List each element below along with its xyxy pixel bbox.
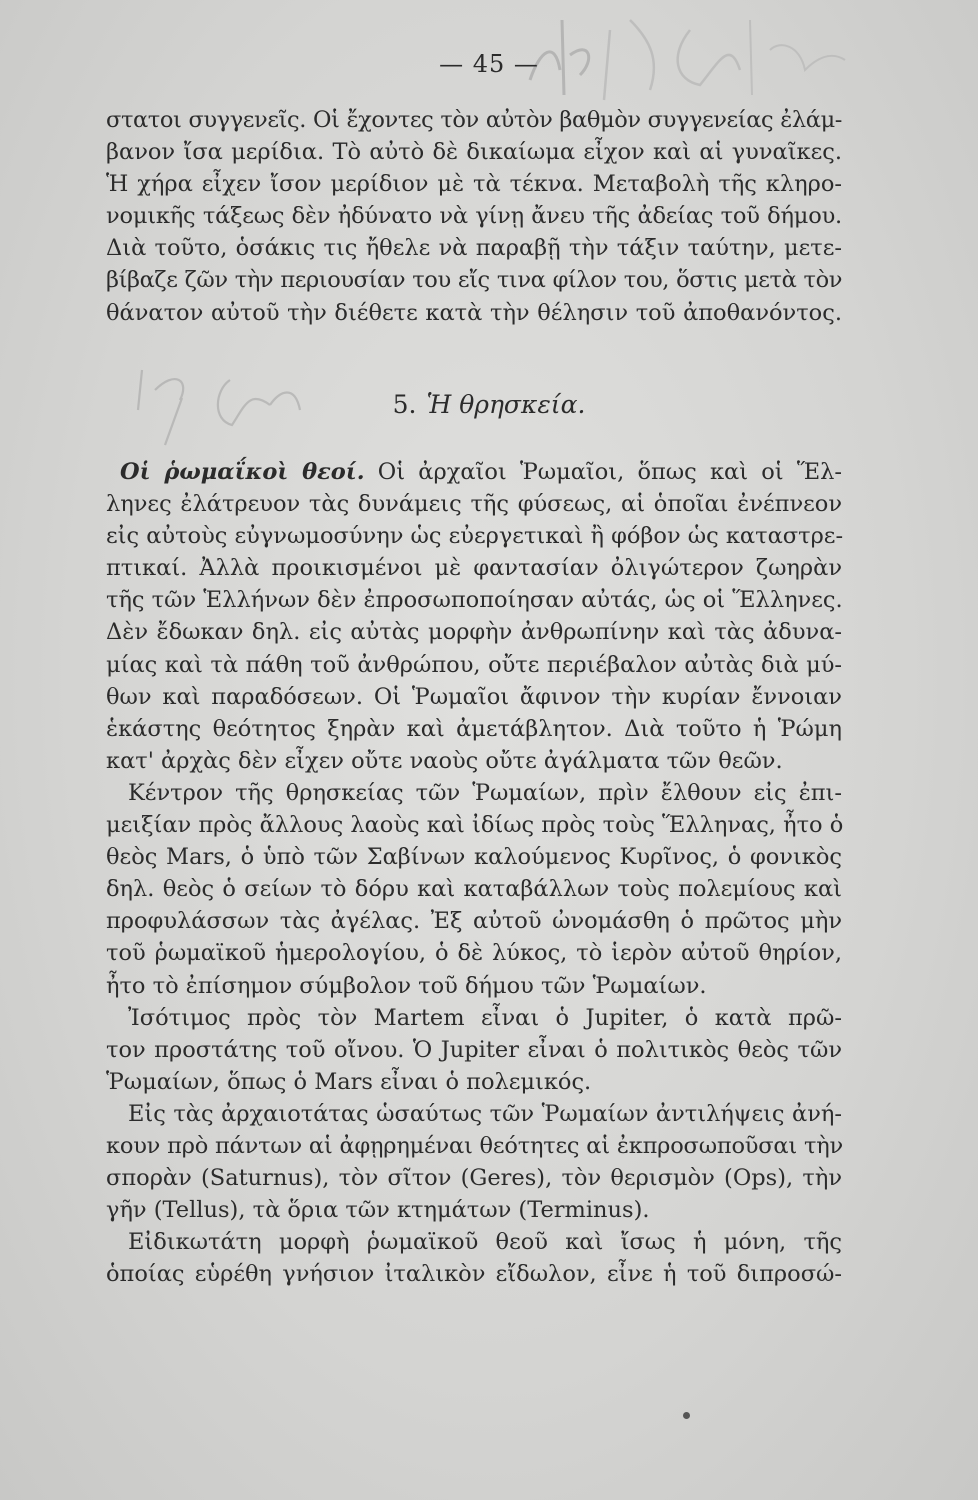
- text-line: Εἰδικωτάτη μορφὴ ῥωμαϊκοῦ θεοῦ καὶ ἴσως ἡ μόνη, τῆς: [128, 1229, 842, 1256]
- text-line: μίας καὶ τὰ πάθη τοῦ ἀνθρώπου, οὔτε περιέβαλον αὐτὰς διὰ μύ-: [106, 651, 842, 678]
- text-line: βίβαζε ζῶν τὴν περιουσίαν του εἴς τινα φίλον του, ὅστις μετὰ τὸν: [106, 267, 842, 294]
- text-line: ἑκάστης θεότητος ξηρὰν καὶ ἀμετάβλητον. Διὰ τοῦτο ἡ Ῥώμη: [106, 715, 842, 742]
- text-line-rest: Οἱ ἀρχαῖοι Ῥωμαῖοι, ὅπως καὶ οἱ Ἕλ-: [377, 459, 843, 485]
- body-text: [106, 456, 842, 1290]
- text-line: βανον ἴσα μερίδια. Τὸ αὐτὸ δὲ δικαίωμα εἶχον καὶ αἱ γυναῖκες.: [106, 139, 842, 166]
- text-line: πτικαί. Ἀλλὰ προικισμένοι μὲ φαντασίαν ὀλιγώτερον ζωηρὰν: [106, 555, 842, 582]
- text-line: Εἰς τὰς ἀρχαιοτάτας ὡσαύτως τῶν Ῥωμαίων ἀντιλήψεις ἀνή-: [128, 1100, 842, 1127]
- text-line: Διὰ τοῦτο, ὁσάκις τις ἤθελε νὰ παραβῇ τὴν τάξιν ταύτην, μετε-: [106, 235, 842, 262]
- text-line: ὁποίας εὑρέθη γνήσιον ἰταλικὸν εἴδωλον, εἶνε ἡ τοῦ διπροσώ-: [106, 1261, 842, 1288]
- text-line: γῆν (Tellus), τὰ ὅρια τῶν κτημάτων (Terminus).: [106, 1197, 650, 1224]
- text-line: στατοι συγγενεῖς. Οἱ ἔχοντες τὸν αὐτὸν βαθμὸν συγγενείας ἐλάμ-: [106, 107, 842, 133]
- text-line: μειξίαν πρὸς ἄλλους λαοὺς καὶ ἰδίως πρὸς τοὺς Ἕλληνας, ἦτο ὁ: [106, 812, 844, 839]
- text-line: δηλ. θεὸς ὁ σείων τὸ δόρυ καὶ καταβάλλων τοὺς πολεμίους καὶ: [106, 876, 842, 903]
- section-number: 5.: [392, 390, 417, 419]
- paragraph-1: [106, 104, 842, 329]
- text-line: νομικῆς τάξεως δὲν ἠδύνατο νὰ γίνῃ ἄνευ τῆς ἀδείας τοῦ δήμου.: [106, 203, 842, 230]
- text-line: ἦτο τὸ ἐπίσημον σύμβολον τοῦ δήμου τῶν Ῥωμαίων.: [106, 972, 707, 999]
- text-line: κουν πρὸ πάντων αἱ ἀφῃρημέναι θεότητες αἱ ἐκπροσωποῦσαι τὴν: [106, 1132, 843, 1159]
- text-line: τοῦ ῥωμαϊκοῦ ἡμερολογίου, ὁ δὲ λύκος, τὸ ἱερὸν αὐτοῦ θηρίον,: [106, 940, 842, 967]
- section-heading: [0, 390, 978, 419]
- ink-dot: [683, 1412, 690, 1419]
- text-line: προφυλάσσων τὰς ἀγέλας. Ἐξ αὐτοῦ ὠνομάσθη ὁ πρῶτος μὴν: [106, 908, 842, 935]
- text-line: τῆς τῶν Ἑλλήνων δὲν ἐπροσωποποίησαν αὐτάς, ὡς οἱ Ἕλληνες.: [106, 587, 843, 614]
- section-title: Ἡ θρησκεία.: [426, 390, 586, 419]
- text-line: Ἡ χήρα εἶχεν ἴσον μερίδιον μὲ τὰ τέκνα. Μεταβολὴ τῆς κληρο-: [106, 171, 842, 198]
- text-line: [106, 456, 842, 488]
- page-number: — 45 —: [439, 50, 539, 78]
- text-line: θάνατον αὐτοῦ τὴν διέθετε κατὰ τὴν θέλησιν τοῦ ἀποθανόντος.: [106, 299, 842, 326]
- text-line: κατ' ἀρχὰς δὲν εἶχεν οὔτε ναοὺς οὔτε ἀγάλματα τῶν θεῶν.: [106, 747, 783, 774]
- text-line: Ῥωμαίων, ὅπως ὁ Mars εἶναι ὁ πολεμικός.: [106, 1068, 592, 1095]
- text-line: εἰς αὐτοὺς εὐγνωμοσύνην ὡς εὐεργετικαὶ ἢ φόβον ὡς καταστρε-: [106, 523, 844, 550]
- side-heading: Οἱ ῥωμαΐκοὶ θεοί.: [120, 459, 365, 485]
- text-line: ληνες ἐλάτρευον τὰς δυνάμεις τῆς φύσεως, αἱ ὁποῖαι ἐνέπνεον: [106, 491, 842, 518]
- text-line: θεὸς Mars, ὁ ὑπὸ τῶν Σαβίνων καλούμενος Κυρῖνος, ὁ φονικὸς: [106, 844, 842, 871]
- text-line: Κέντρον τῆς θρησκείας τῶν Ῥωμαίων, πρὶν ἔλθουν εἰς ἐπι-: [128, 779, 842, 806]
- text-line: Δὲν ἔδωκαν δηλ. εἰς αὐτὰς μορφὴν ἀνθρωπίνην καὶ τὰς ἀδυνα-: [106, 619, 842, 646]
- text-line: τον προστάτης τοῦ οἴνου. Ὁ Jupiter εἶναι ὁ πολιτικὸς θεὸς τῶν: [106, 1036, 842, 1063]
- text-line: Ἰσότιμος πρὸς τὸν Martem εἶναι ὁ Jupiter, ὁ κατὰ πρῶ-: [128, 1004, 842, 1031]
- text-line: σπορὰν (Saturnus), τὸν σῖτον (Geres), τὸν θερισμὸν (Ops), τὴν: [106, 1165, 842, 1192]
- text-line: θων καὶ παραδόσεων. Οἱ Ῥωμαῖοι ἄφινον τὴν κυρίαν ἔννοιαν: [106, 683, 842, 710]
